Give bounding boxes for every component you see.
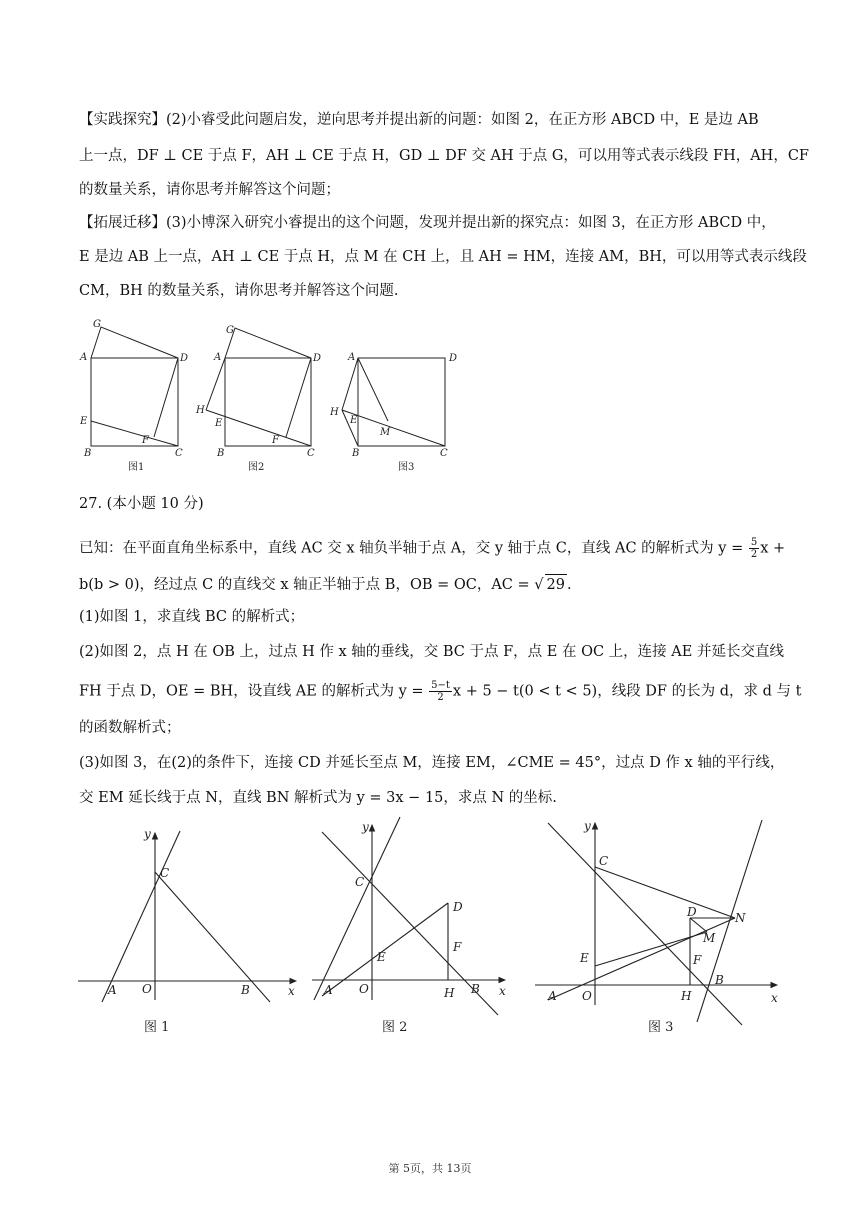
bfig3-label-y: y — [584, 819, 591, 833]
fig3-label-E: E — [350, 415, 358, 426]
q27-heading: 27. (本小题 10 分) — [79, 496, 204, 512]
bfig3-label-F: F — [693, 953, 702, 967]
bfig3-label-M: M — [703, 931, 716, 945]
bfig2-label-F: F — [453, 940, 462, 954]
bfig2-label-E: E — [377, 950, 386, 964]
bfig2-label-H: H — [444, 986, 455, 1000]
p3-line-1: 【拓展迁移】(3)小博深入研究小睿提出的这个问题，发现并提出新的探究点：如图 3，在正方形 ABCD 中， — [79, 215, 776, 231]
fig1-label-F: F — [142, 435, 149, 446]
q27-sub-3-line-2: 交 EM 延长线于点 N，直线 BN 解析式为 y = 3x − 15，求点 N 的坐标. — [79, 790, 557, 806]
bfig3-label-A: A — [548, 989, 557, 1003]
p3-line-2: E 是边 AB 上一点，AH ⊥ CE 于点 H，点 M 在 CH 上，且 AH = HM，连接 AM，BH，可以用等式表示线段 — [79, 249, 807, 265]
bfig1-label-B: B — [241, 983, 250, 997]
bfig1-label-y: y — [144, 827, 151, 841]
q27-sub-2-line-3: 的函数解析式； — [79, 720, 181, 736]
fig1-caption: 图1 — [128, 462, 145, 473]
fig1-label-A: A — [80, 352, 88, 363]
bfig2-label-B: B — [471, 982, 480, 996]
bfig3-label-x: x — [771, 991, 778, 1005]
bfig3-label-D: D — [687, 905, 697, 919]
bfig2-label-O: O — [359, 982, 369, 996]
bfig2-label-A: A — [324, 983, 333, 997]
fig3-caption: 图3 — [398, 462, 415, 473]
fig3-label-M: M — [380, 427, 391, 438]
bfig1-label-C: C — [160, 866, 170, 880]
fig2-label-D: D — [313, 353, 322, 364]
fig2-caption: 图2 — [248, 462, 265, 473]
fig2-label-G: G — [226, 325, 234, 336]
bfig3-label-C: C — [599, 854, 609, 868]
page-footer: 第 5页，共 13页 — [388, 1162, 472, 1175]
fig1-label-D: D — [180, 353, 189, 364]
bfig1-caption: 图 1 — [144, 1020, 170, 1035]
fig2-label-A: A — [214, 352, 222, 363]
fig3-label-A: A — [348, 352, 356, 363]
fig2-label-F: F — [272, 435, 279, 446]
q27-sub-3-line-1: (3)如图 3，在(2)的条件下，连接 CD 并延长至点 M，连接 EM，∠CME = 45°，过点 D 作 x 轴的平行线， — [79, 755, 785, 771]
fig3-label-H: H — [330, 407, 339, 418]
bfig3-label-O: O — [582, 989, 592, 1003]
bfig3-label-B: B — [715, 973, 724, 987]
bfig2-label-C: C — [355, 875, 365, 889]
bfig2-caption: 图 2 — [382, 1020, 408, 1035]
bfig3-label-N: N — [735, 911, 746, 925]
q27-line-1: 已知：在平面直角坐标系中，直线 AC 交 x 轴负半轴于点 A，交 y 轴于点 C，直线 AC 的解析式为 y = $\frac{5}{2}$ x + — [79, 537, 786, 560]
bfig3-label-H: H — [681, 989, 692, 1003]
fig2-label-E: E — [215, 418, 223, 429]
fig1-label-E: E — [80, 416, 88, 427]
fig2-label-C: C — [307, 448, 315, 459]
bfig3-label-E: E — [580, 951, 589, 965]
fig3-label-D: D — [449, 353, 458, 364]
bfig2-label-y: y — [362, 820, 369, 834]
fig3-label-B: B — [352, 448, 360, 459]
fig1-label-B: B — [84, 448, 92, 459]
fig2-label-H: H — [196, 405, 205, 416]
fig1-label-C: C — [175, 448, 183, 459]
q27-sub-1: (1)如图 1，求直线 BC 的解析式； — [79, 609, 305, 625]
bfig1-label-x: x — [288, 984, 295, 998]
fig1-label-G: G — [93, 319, 101, 330]
bfig1-label-A: A — [108, 983, 117, 997]
q27-sub-2-line-2: FH 于点 D，OE = BH，设直线 AE 的解析式为 y = $\frac{5-t}{2}$ x + 5 − t(0 < t < 5)，线段 DF 的长为 d，求 d 与 t — [79, 680, 802, 703]
bfig3-caption: 图 3 — [648, 1020, 674, 1035]
p2-line-3: 的数量关系，请你思考并解答这个问题； — [79, 182, 340, 198]
fig3-label-C: C — [440, 448, 448, 459]
p3-line-3: CM，BH 的数量关系，请你思考并解答这个问题. — [79, 283, 399, 299]
bfig2-label-D: D — [453, 900, 463, 914]
fig2-label-B: B — [217, 448, 225, 459]
p2-line-1: 【实践探究】(2)小睿受此问题启发，逆向思考并提出新的问题：如图 2，在正方形 ABCD 中，E 是边 AB — [79, 112, 759, 128]
q27-line-2: b(b > 0)，经过点 C 的直线交 x 轴正半轴于点 B，OB = OC，AC = √ 29 . — [79, 574, 572, 595]
bfig1-label-O: O — [142, 982, 152, 996]
q27-sub-2-line-1: (2)如图 2，点 H 在 OB 上，过点 H 作 x 轴的垂线，交 BC 于点 F，点 E 在 OC 上，连接 AE 并延长交直线 — [79, 644, 784, 660]
bfig2-label-x: x — [499, 984, 506, 998]
p2-line-2: 上一点，DF ⊥ CE 于点 F，AH ⊥ CE 于点 H，GD ⊥ DF 交 AH 于点 G，可以用等式表示线段 FH，AH，CF — [79, 148, 809, 164]
